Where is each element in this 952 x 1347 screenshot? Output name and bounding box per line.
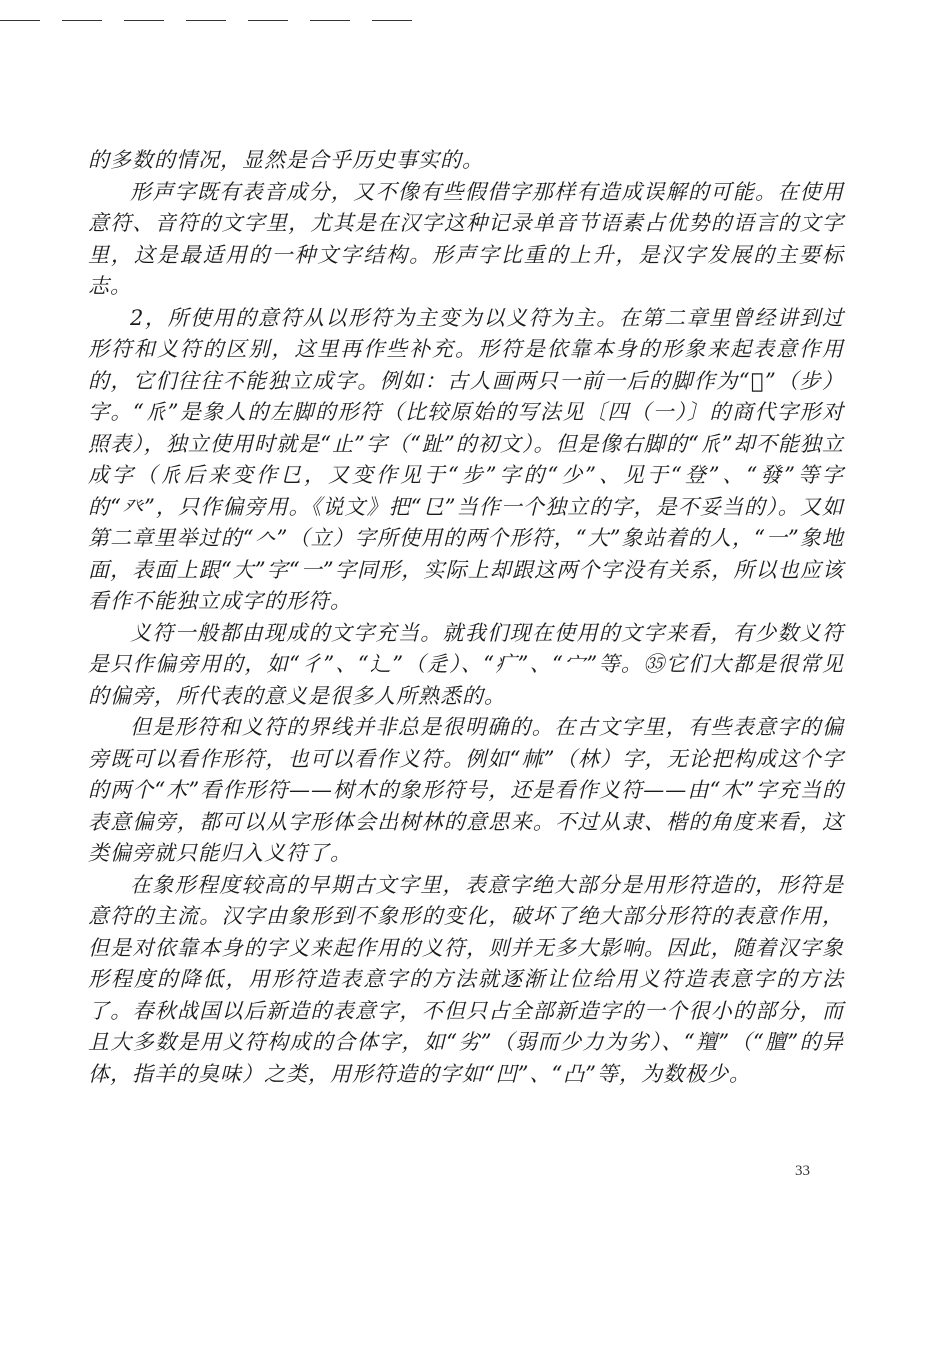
paragraph-section-2: 2，所使用的意符从以形符为主变为以义符为主。在第二章里曾经讲到过形符和义符的区别，这里再作些补充。形符是依靠本身的形象来起表意作用的，它们往往不能独立成字。例如：古人画两只一前一后的脚作为“𣥠”（步）字。“𠂢”是象人的左脚的形符（比较原始的写法见〔四（一）〕的商代字形对照表），独立使用时就是“止”字（“趾”的初文）。但是像右脚的“𠂢”却不能独立成字（𠂢后来变作㔾，又变作见于“步”字的“少”、见于“登”、“發”等字的“癶”，只作偏旁用。《说文》把“㔾”当作一个独立的字，是不妥当的）。又如第二章里举过的“𠆢”（立）字所使用的两个形符，“大”象站着的人，“一”象地面，表面上跟“大”字“一”字同形，实际上却跟这两个字没有关系，所以也应该看作不能独立成字的形符。 — [88, 305, 844, 613]
paragraph-continuation: 的多数的情况，显然是合乎历史事实的。 — [88, 148, 484, 172]
page-number: 33 — [795, 1163, 810, 1179]
paragraph-early-script: 在象形程度较高的早期古文字里，表意字绝大部分是用形符造的，形符是意符的主流。汉字由象形到不象形的变化，破坏了绝大部分形符的表意作用，但是对依靠本身的字义来起作用的义符，则并无多大影响。因此，随着汉字象形程度的降低，用形符造表意字的方法就逐渐让位给用义符造表意字的方法了。春秋战国以后新造的表意字，不但只占全部新造字的一个很小的部分，而且大多数是用义符构成的合体字，如“劣”（弱而少力为劣）、“羶”（“膻”的异体，指羊的臭味）之类，用形符造的字如“凹”、“凸”等，为数极少。 — [88, 872, 844, 1086]
paragraph-yifu: 义符一般都由现成的文字充当。就我们现在使用的文字来看，有少数义符是只作偏旁用的，如“彳”、“辶”（辵）、“疒”、“宀”等。㉟它们大都是很常见的偏旁，所代表的意义是很多人所熟悉的。 — [88, 620, 844, 708]
paragraph-boundary: 但是形符和义符的界线并非总是很明确的。在古文字里，有些表意字的偏旁既可以看作形符，也可以看作义符。例如“𣏟”（林）字，无论把构成这个字的两个“木”看作形符——树木的象形符号，还是看作义符——由“木”字充当的表意偏旁，都可以从字形体会出树林的意思来。不过从隶、楷的角度来看，这类偏旁就只能归入义符了。 — [88, 715, 844, 865]
page-body — [88, 145, 844, 1090]
top-dashed-rule — [0, 20, 412, 21]
paragraph-xingsheng: 形声字既有表音成分，又不像有些假借字那样有造成误解的可能。在使用意符、音符的文字里，尤其是在汉字这种记录单音节语素占优势的语言的文字里，这是最适用的一种文字结构。形声字比重的上升，是汉字发展的主要标志。 — [88, 179, 844, 298]
